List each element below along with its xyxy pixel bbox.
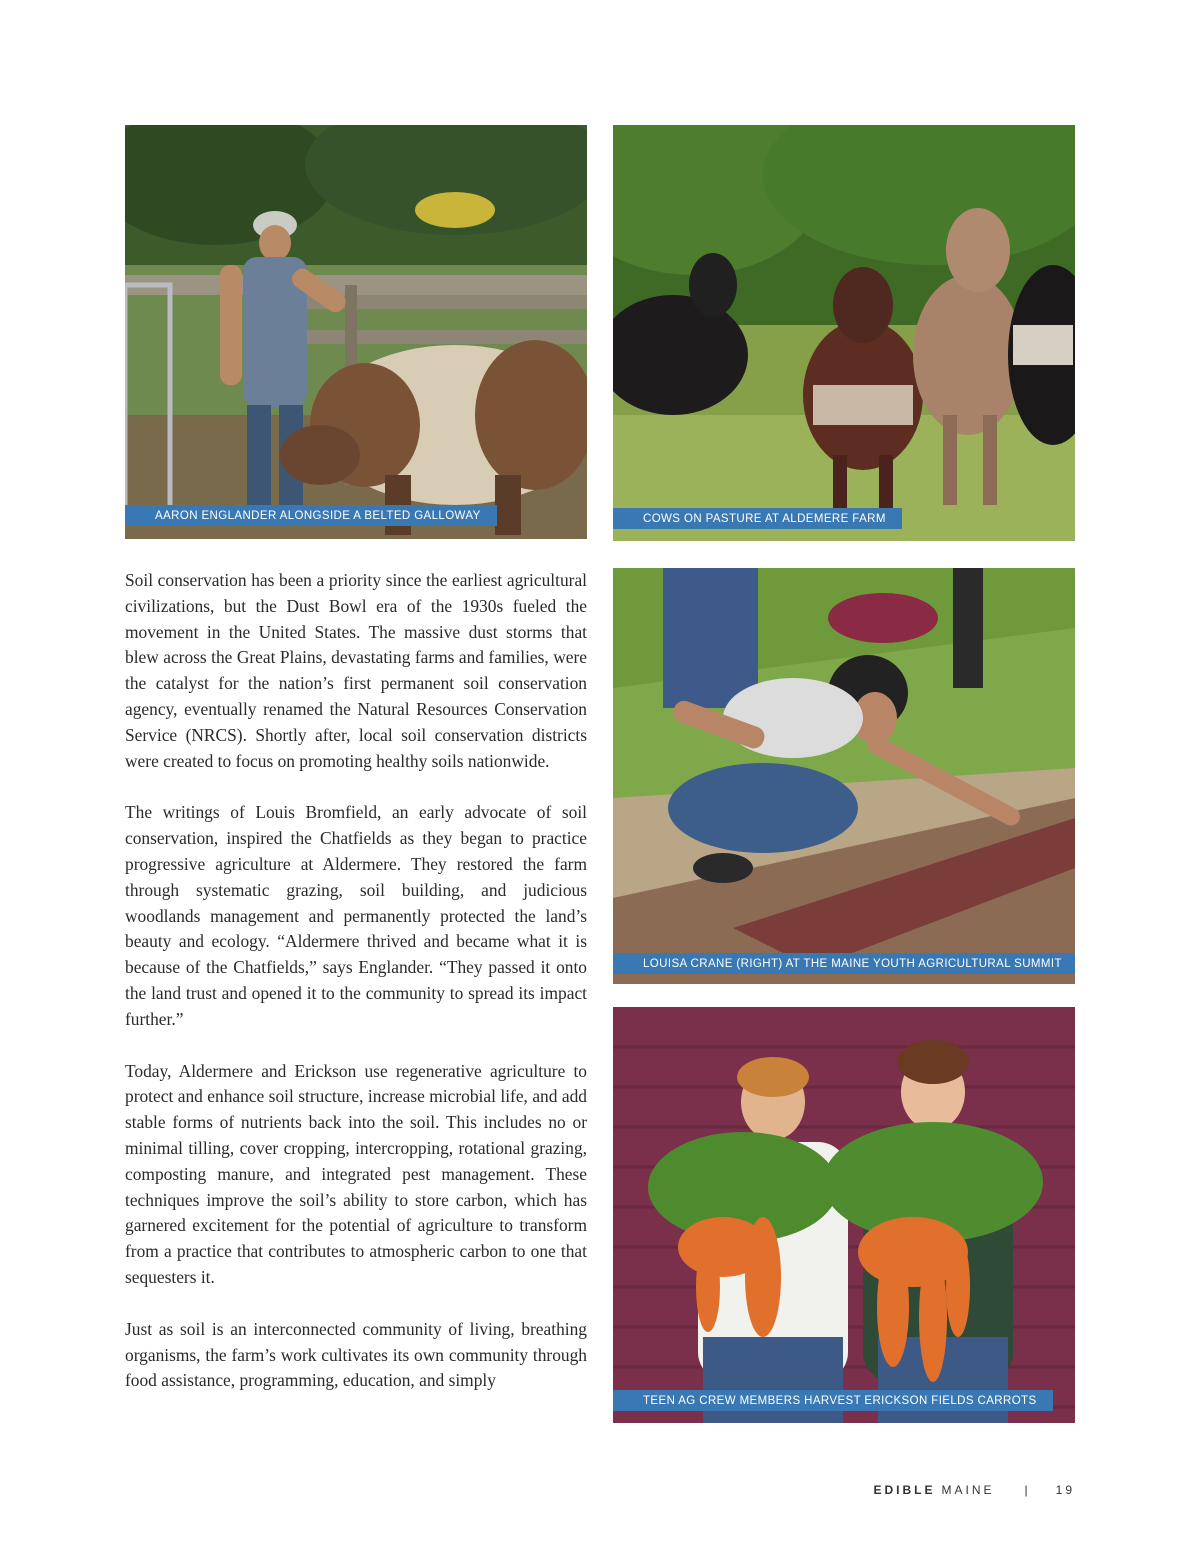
farmer-cow-image [125, 125, 587, 539]
photo-farmer-with-cow [125, 125, 587, 539]
photo-caption: LOUISA CRANE (RIGHT) AT THE MAINE YOUTH AGRICULTURAL SUMMIT [613, 953, 1075, 974]
article-paragraph: Today, Aldermere and Erickson use regenerative agriculture to protect and enhance soil structure, increase microbial life, and add stable forms of nutrients back into the soil. This includes no or minimal tilling, cover cropping, intercropping, rotational grazing, composting manure, and integrated pest management. These techniques improve the soil’s ability to store carbon, which has garnered excitement for the potential of agriculture to transform from a practice that contributes to atmospheric carbon to one that sequesters it. [125, 1060, 587, 1287]
article-paragraph: The writings of Louis Bromfield, an early advocate of soil conservation, inspired the Chatfields as they began to practice progressive agriculture at Aldermere. They restored the farm through systematic grazing, soil building, and judicious woodlands management and permanently protected the land’s beauty and ecology. “Aldermere thrived and became what it is because of the Chatfields,” says Englander. “They passed it onto the land trust and opened it to the community to spread its impact further.” [125, 802, 587, 1029]
cows-pasture-image [613, 125, 1075, 541]
magazine-name-light: MAINE [941, 1483, 995, 1497]
photo-carrot-harvest [613, 1007, 1075, 1423]
youth-summit-image [613, 568, 1075, 984]
article-paragraph: Soil conservation has been a priority since the earliest agricultural civilizations, but the Dust Bowl era of the 1930s fueled the movement in the United States. The massive dust storms that blew across the Great Plains, devastating farms and families, were the catalyst for the nation’s first permanent soil conservation agency, eventually renamed the Natural Resources Conservation Service (NRCS). Shortly after, local soil conservation districts were created to focus on promoting healthy soils nationwide. [125, 570, 587, 771]
page-footer [873, 1483, 1075, 1497]
footer-separator: | [1024, 1483, 1028, 1497]
photo-cows-on-pasture [613, 125, 1075, 541]
article-paragraph: Just as soil is an interconnected community of living, breathing organisms, the farm’s work cultivates its own community through food assistance, programming, education, and simply [125, 1318, 587, 1391]
article-body [125, 568, 587, 1420]
photo-caption: COWS ON PASTURE AT ALDEMERE FARM [613, 508, 902, 529]
carrot-harvest-image [613, 1007, 1075, 1423]
page-number: 19 [1055, 1483, 1075, 1497]
photo-youth-summit [613, 568, 1075, 984]
magazine-name-bold: EDIBLE [873, 1483, 936, 1497]
photo-caption: TEEN AG CREW MEMBERS HARVEST ERICKSON FIELDS CARROTS [613, 1390, 1053, 1411]
photo-caption: AARON ENGLANDER ALONGSIDE A BELTED GALLOWAY [125, 505, 497, 526]
